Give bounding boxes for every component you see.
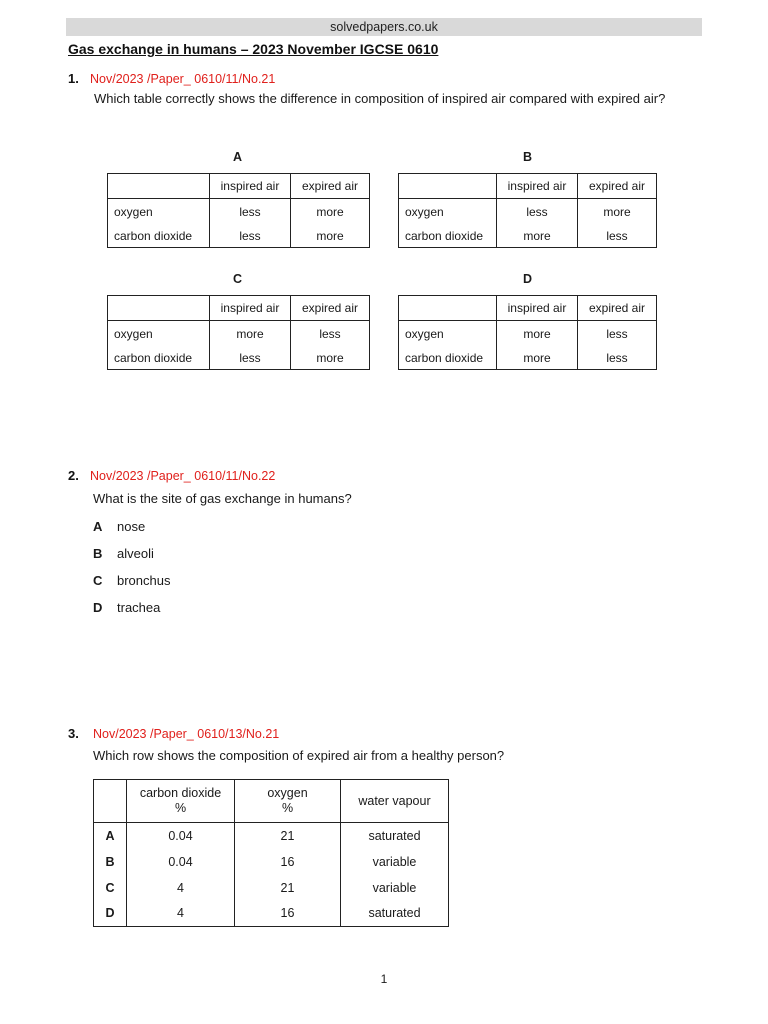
table-cell: less (578, 226, 657, 248)
row-letter: A (94, 823, 127, 849)
row-letter: B (94, 849, 127, 875)
option-d-label: D (523, 272, 533, 286)
header-empty-cell (108, 296, 210, 321)
column-header-inspired: inspired air (210, 174, 291, 199)
header-empty-cell (399, 296, 497, 321)
question-3-reference: Nov/2023 /Paper_ 0610/13/No.21 (93, 727, 280, 741)
option-text: trachea (117, 600, 161, 615)
question-2-text: What is the site of gas exchange in humans? (93, 491, 352, 506)
option-letter: C (93, 573, 103, 588)
option-letter: A (93, 519, 103, 534)
option-letter: D (93, 600, 103, 615)
table-row (94, 849, 449, 875)
row-label-oxygen: oxygen (108, 321, 210, 348)
option-d (93, 600, 160, 615)
option-letter: B (93, 546, 103, 561)
header-unit: % (174, 801, 187, 815)
column-header-inspired: inspired air (210, 296, 291, 321)
row-label-oxygen: oxygen (399, 321, 497, 348)
option-b-table (398, 173, 657, 248)
column-header-expired: expired air (291, 296, 370, 321)
question-2-reference: Nov/2023 /Paper_ 0610/11/No.22 (90, 469, 276, 483)
table-cell: less (578, 321, 657, 348)
option-text: alveoli (117, 546, 154, 561)
table-cell: more (497, 348, 578, 370)
page-number: 1 (380, 972, 388, 986)
table-cell: saturated (341, 901, 449, 927)
question-3-text: Which row shows the composition of expired air from a healthy person? (93, 748, 505, 763)
row-label-oxygen: oxygen (108, 199, 210, 226)
question-1-number: 1. (68, 71, 79, 86)
column-header-inspired: inspired air (497, 296, 578, 321)
option-c (93, 573, 170, 588)
table-cell: 16 (235, 901, 341, 927)
column-header-expired: expired air (578, 296, 657, 321)
column-header-expired: expired air (291, 174, 370, 199)
column-header-oxygen (235, 780, 341, 823)
composition-table (93, 779, 449, 927)
question-1-reference: Nov/2023 /Paper_ 0610/11/No.21 (90, 72, 276, 86)
row-label-carbon-dioxide: carbon dioxide (399, 226, 497, 248)
table-cell: variable (341, 875, 449, 901)
table-cell: saturated (341, 823, 449, 849)
table-cell: less (210, 348, 291, 370)
row-letter: C (94, 875, 127, 901)
table-cell: more (497, 226, 578, 248)
header-line: oxygen (267, 786, 308, 800)
question-2-number: 2. (68, 468, 79, 483)
table-cell: variable (341, 849, 449, 875)
table-row (94, 823, 449, 849)
table-cell: 21 (235, 823, 341, 849)
question-1-text: Which table correctly shows the difference in composition of inspired air compared with expired air? (94, 91, 666, 106)
row-label-carbon-dioxide: carbon dioxide (108, 348, 210, 370)
option-a-table (107, 173, 370, 248)
table-row (94, 875, 449, 901)
table-cell: 0.04 (127, 823, 235, 849)
option-b (93, 546, 154, 561)
table-cell: more (291, 226, 370, 248)
option-a (93, 519, 145, 534)
table-cell: more (497, 321, 578, 348)
column-header-expired: expired air (578, 174, 657, 199)
table-cell: 0.04 (127, 849, 235, 875)
row-letter: D (94, 901, 127, 927)
header-empty-cell (108, 174, 210, 199)
option-text: bronchus (117, 573, 171, 588)
row-label-oxygen: oxygen (399, 199, 497, 226)
table-cell: less (497, 199, 578, 226)
site-banner: solvedpapers.co.uk (66, 18, 702, 36)
option-text: nose (117, 519, 146, 534)
option-d-table (398, 295, 657, 370)
row-label-carbon-dioxide: carbon dioxide (108, 226, 210, 248)
column-header-carbon-dioxide (127, 780, 235, 823)
table-cell: more (291, 199, 370, 226)
header-empty-cell (94, 780, 127, 823)
header-line: carbon dioxide (139, 786, 222, 800)
column-header-water-vapour: water vapour (341, 780, 449, 823)
header-unit: % (281, 801, 294, 815)
table-cell: less (210, 199, 291, 226)
option-a-label: A (233, 150, 243, 164)
question-3-number: 3. (68, 726, 79, 741)
table-cell: more (291, 348, 370, 370)
table-cell: more (578, 199, 657, 226)
option-b-label: B (523, 150, 533, 164)
table-row (94, 901, 449, 927)
option-c-label: C (233, 272, 243, 286)
column-header-inspired: inspired air (497, 174, 578, 199)
option-c-table (107, 295, 370, 370)
table-cell: more (210, 321, 291, 348)
table-cell: 16 (235, 849, 341, 875)
table-cell: 21 (235, 875, 341, 901)
table-cell: 4 (127, 901, 235, 927)
table-cell: less (210, 226, 291, 248)
table-cell: 4 (127, 875, 235, 901)
header-empty-cell (399, 174, 497, 199)
document-title: Gas exchange in humans – 2023 November IGCSE 0610 (68, 41, 439, 57)
row-label-carbon-dioxide: carbon dioxide (399, 348, 497, 370)
table-cell: less (291, 321, 370, 348)
table-cell: less (578, 348, 657, 370)
